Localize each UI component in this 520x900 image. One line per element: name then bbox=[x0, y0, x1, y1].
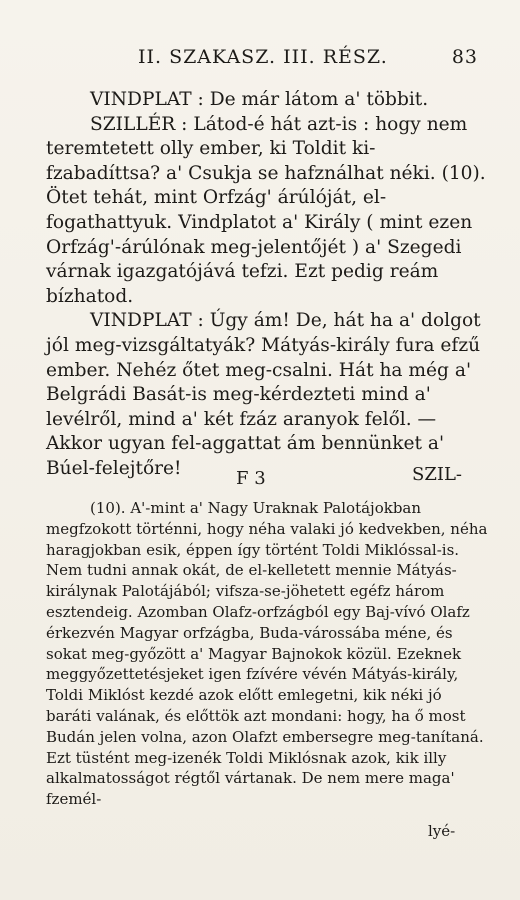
dialogue-paragraph: VINDPLAT : De már látom a' többit. bbox=[90, 89, 429, 110]
running-header bbox=[30, 42, 490, 72]
footnote-catchword: lyé- bbox=[428, 822, 456, 840]
dialogue-paragraph: VINDPLAT : Úgy ám! De, hát ha a' dolgot jól meg-vizsgáltatyák? Mátyás-király fura efzű ember. Nehéz őtet meg-csalni. Hát ha még a' Belgrádi Basát-is meg-kérdezteti mind a' levélről, mind a' két fzáz aranyok felől. — Akkor ugyan fel-aggattat ám bennünket a' Búel-felejtőre! bbox=[46, 310, 481, 479]
dialogue-paragraph: SZILLÉR : Látod-é hát azt-is : hogy nem teremtetett olly ember, ki Toldit ki-fzabadíttsa? a' Csukja se hafználhat néki. (10). Ötet tehát, mint Orfzág' árúlóját, el-fogathattyuk. Vindplatot a' Király ( mint ezen Orfzág'-árúlónak meg-jelentőjét ) a' Szegedi várnak igazgatójává tefzi. Ezt pedig reám bízhatod. bbox=[46, 113, 486, 307]
catchword: SZIL- bbox=[412, 464, 462, 485]
running-title: II. SZAKASZ. III. RÉSZ. bbox=[138, 46, 388, 68]
main-text bbox=[46, 88, 488, 482]
footnote bbox=[46, 498, 488, 810]
footnote-text: (10). A'-mint a' Nagy Uraknak Palotájokban megfzokott történni, hogy néha valaki jó kedvekben, néha haragjokban esik, éppen így történt Toldi Miklóssal-is. Nem tudni annak okát, de el-kelletett mennie Mátyás-királynak Palotájából; vifsza-se-jöhetett egéfz három esztendeig. Azomban Olafz-orfzágból egy Baj-vívó Olafz érkezvén Magyar orfzágba, Buda-várossába méne, és sokat meg-győzött a' Magyar Bajnokok közül. Ezeknek meggyőzettetésjeket igen fzívére vévén Mátyás-király, Toldi Miklóst kezdé azok előtt emlegetni, kik néki jó baráti valának, és előttök azt mondani: hogy, ha ő most Budán jelen volna, azon Olafzt embersegre meg-tanítaná. Ezt tüstént meg-izenék Toldi Miklósnak azok, kik illy alkalmatosságot régtől vártanak. De nem mere maga' fzemél- bbox=[46, 499, 488, 809]
signature-mark: F 3 bbox=[236, 468, 266, 489]
page-number: 83 bbox=[451, 46, 478, 68]
